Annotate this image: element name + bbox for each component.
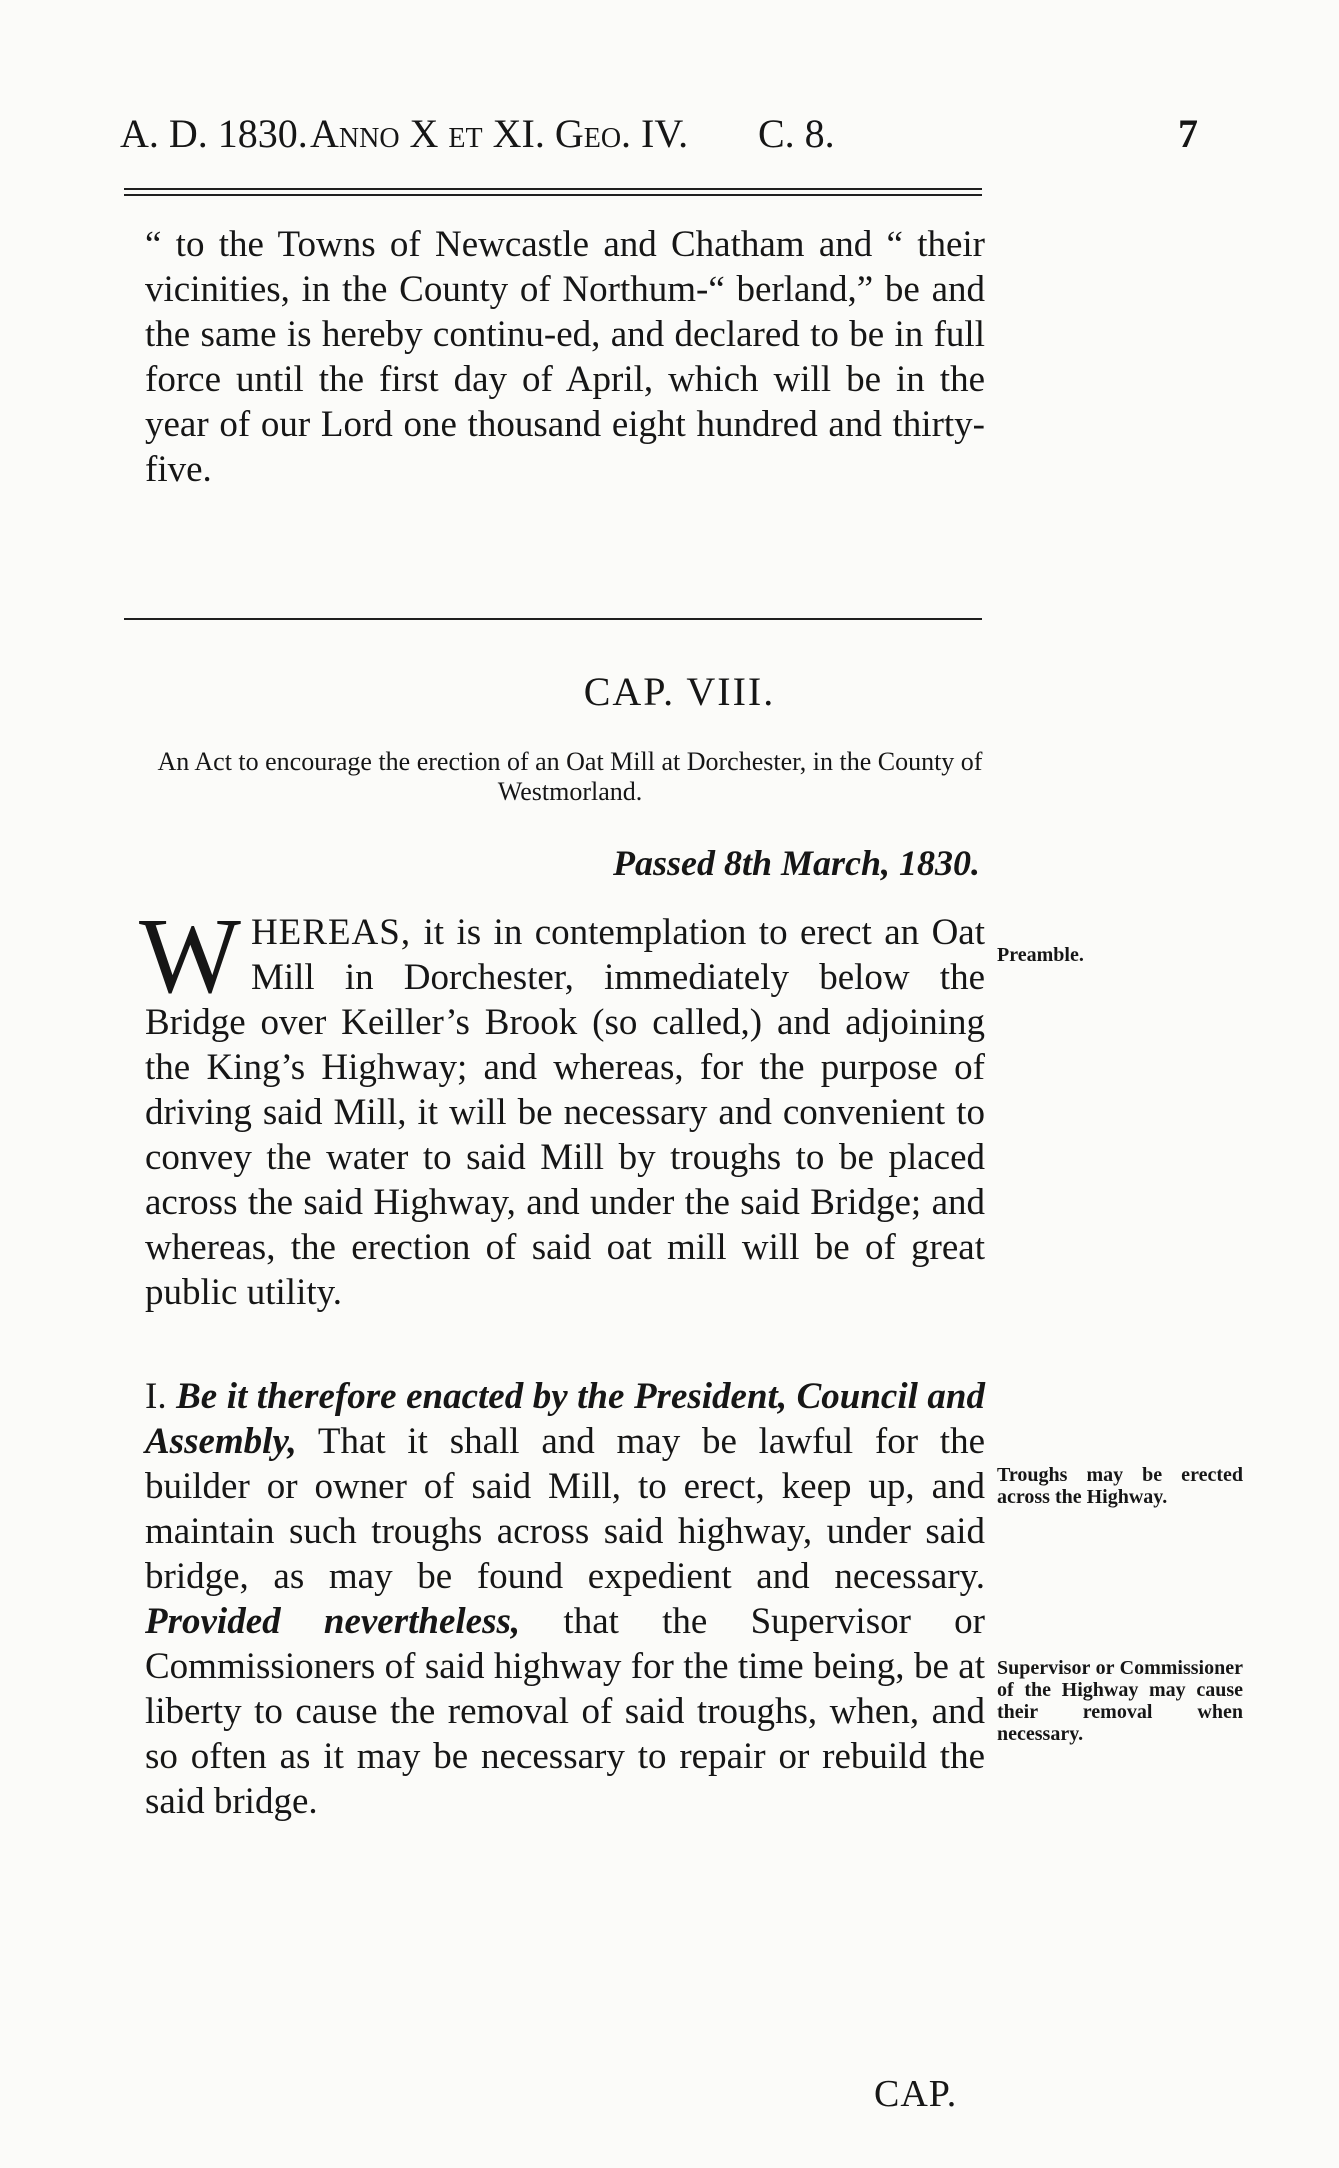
preamble-block [139, 897, 985, 1315]
section-number: I. [145, 1376, 167, 1417]
continuation-paragraph: “ to the Towns of Newcastle and Chatham and “ their vicinities, in the County of Northum-“ berland,” be and the same is hereby continu-ed, and declared to be in full force until the first day of April, which will be in the year of our Lord one thousand eight hundred and thirty-five. [145, 224, 985, 490]
running-head-year: A. D. 1830. [120, 111, 308, 156]
enacting-clause: Be it therefore enacted by the President, Council and Assembly, [145, 1376, 986, 1462]
preamble-lead-caps: HEREAS, [250, 912, 412, 953]
margin-note-preamble: Preamble. [997, 944, 1084, 966]
section-1-text-b: that the Supervisor or Commissioners of said highway for the time being, be at liberty to cause the removal of said troughs, when, and so often as it may be necessary to repair or rebuild the said bridge. [145, 1601, 985, 1822]
running-head-chapter: C. 8. [758, 111, 835, 156]
drop-cap: W [139, 897, 241, 1016]
catchword: CAP. [874, 2073, 958, 2115]
page-number: 7 [1178, 111, 1198, 156]
margin-note-troughs: Troughs may be erected across the Highway. [997, 1464, 1243, 1508]
section-1-paragraph [145, 1374, 985, 1824]
preamble-text: it is in contemplation to erect an Oat Mill in Dorchester, immediately below the Bridge over Keiller’s Brook (so called,) and adjoining the King’s Highway; and whereas, for the purpose of driving said Mill, it will be necessary and convenient to convey the water to said Mill by troughs to be placed across the said Highway, and under the said Bridge; and whereas, the erection of said oat mill will be of great public utility. [145, 912, 985, 1313]
header-double-rule [124, 188, 982, 197]
preamble-paragraph [139, 897, 985, 1315]
running-head-regnal-year: Anno X et XI. Geo. IV. [310, 111, 689, 156]
chapter-divider-rule [124, 618, 982, 620]
act-title: An Act to encourage the erection of an Oat Mill at Dorchester, in the County of Westmorland. [157, 747, 983, 806]
section-1-block [145, 1374, 985, 1824]
margin-note-supervisor: Supervisor or Commissioner of the Highway may cause their removal when necessary. [997, 1657, 1243, 1745]
proviso-clause: Provided nevertheless, [145, 1601, 521, 1642]
chapter-heading: CAP. VIII. [583, 669, 776, 714]
section-1-text-a: That it shall and may be lawful for the builder or owner of said Mill, to erect, keep up, and maintain such troughs across said highway, under said bridge, as may be found expedient and necessary. [145, 1421, 985, 1597]
running-head [120, 104, 1220, 164]
passed-date: Passed 8th March, 1830. [612, 843, 980, 883]
continuation-block [145, 222, 985, 492]
